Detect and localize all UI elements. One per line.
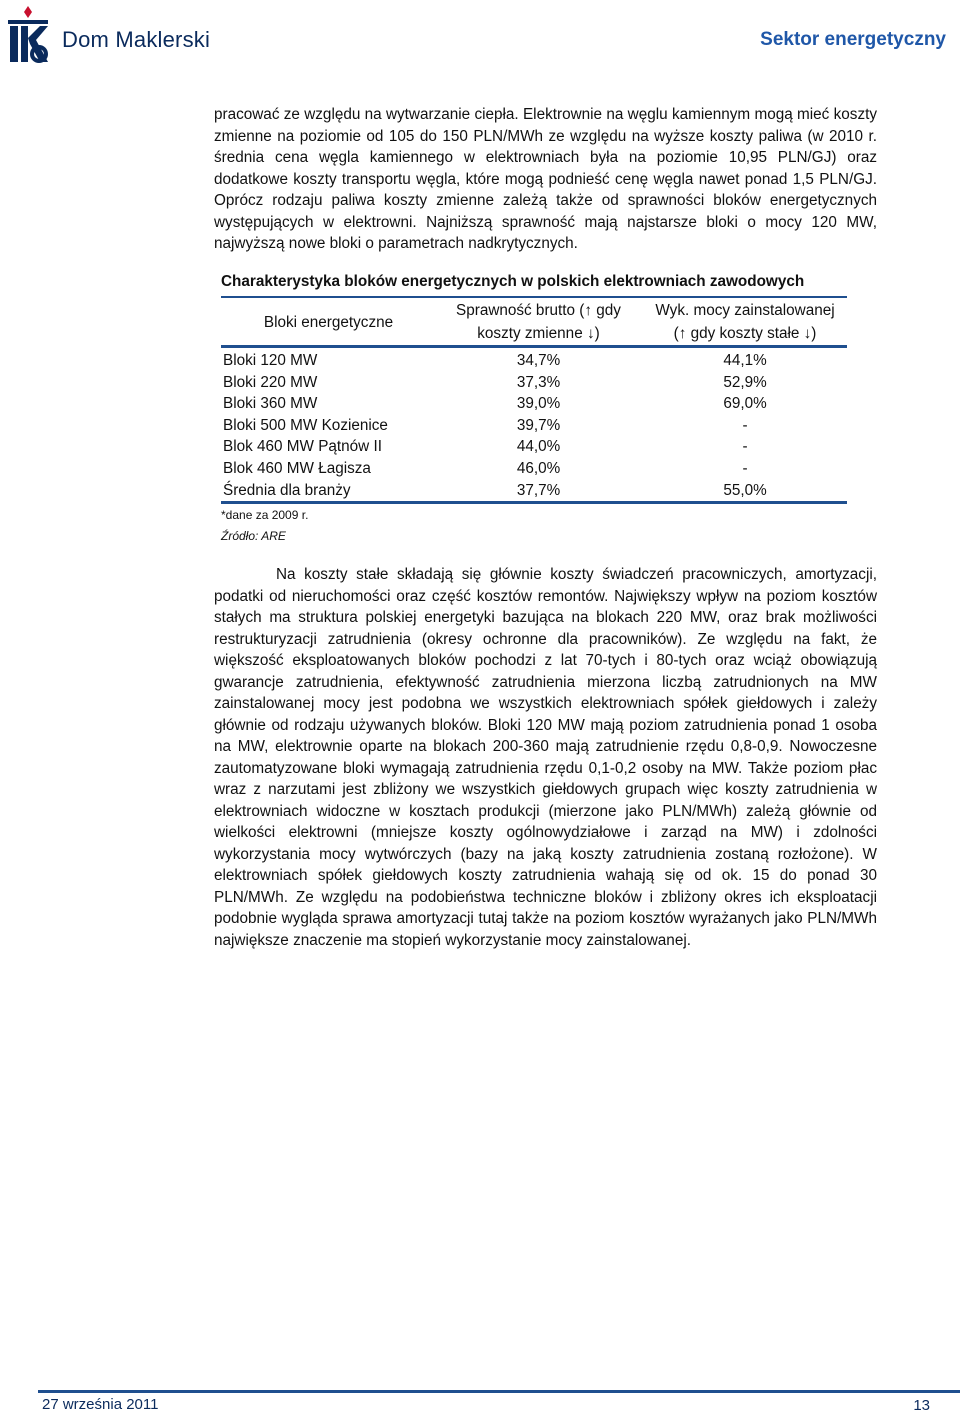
- paragraph-fixed-costs: Na koszty stałe składają się głównie koszty świadczeń pracowniczych, amortyzacji, podatki od nieruchomości oraz część kosztów remontów. Największy wpływ na poziom kosztów stałych ma struktura polskiej energetyki bazująca na blokach 220 MW, oraz brak możliwości restrukturyzacji zatrudnienia (okresy ochronne dla pracowników). Ze względu na fakt, że większość eksploatowanych bloków pochodzi z lat 70-tych i 80-tych oraz wciąż obowiązują gwarancje zatrudnienia, efektywność zatrudnienia mierzona liczbą zatrudnionych na MW zainstalowanej mocy jest podobna we wszystkich elektrowniach spółek giełdowych i zależy głównie od rodzaju używanych bloków. Bloki 120 MW mają poziom zatrudnienia ponad 1 osoba na MW, elektrownie oparte na blokach 200-360 mają zatrudnienie rzędu 0,8-0,9. Nowoczesne zautomatyzowane bloki wymagają zatrudnienia rzędu 0,1-0,2 osoby na MW. Także poziom płac wraz z narzutami jest zbliżony we wszystkich giełdowych grupach więc koszty zatrudnienia w elektrowniach widoczne w kosztach produkcji (mierzone jako PLN/MWh) zależą głównie od wielkości elektrowni (mniejsze koszty ogólnowydziałowe i zarząd na MW) i zdolności wykorzystania mocy wytwórczych (bazy na jaką koszty zatrudnienia zostaną rozłożone). W elektrowniach spółek giełdowych koszty zatrudnienia wahają się od ok. 15 do ponad 30 PLN/MWh. Ze względu na podobieństwa techniczne bloków i zbliżony okres ich eksploatacji podobnie wygląda sprawa amortyzacji tutaj także na poziom kosztów wyrażanych jako PLN/MWh największe znaczenie ma stopień wykorzystanie mocy zainstalowanej.: [214, 566, 877, 949]
- page-header: [0, 0, 960, 80]
- cell-efficiency: 37,3%: [516, 373, 561, 391]
- cell-utilization: 55,0%: [723, 481, 767, 499]
- table-row: [221, 415, 847, 437]
- table-row: [221, 372, 847, 394]
- cell-utilization: 44,1%: [723, 352, 767, 369]
- section-title: Sektor energetyczny: [760, 29, 946, 50]
- cell-utilization: 52,9%: [723, 373, 767, 391]
- cell-efficiency: 37,7%: [516, 481, 561, 499]
- cell-unit: Blok 460 MW Łagisza: [223, 459, 371, 477]
- table-header: [221, 299, 847, 345]
- pko-logo-icon: [6, 4, 50, 66]
- table-row: [221, 436, 847, 458]
- table-header-rule: [221, 345, 847, 348]
- table-row-average: [221, 480, 847, 502]
- table-body: [221, 350, 847, 501]
- paragraph-fuel-costs: pracować ze względu na wytwarzanie ciepła. Elektrownie na węglu kamiennym mogą mieć koszty zmienne na poziomie od 105 do 150 PLN/MWh ze względu na wyższe koszty paliwa (w 2010 r. średnia cena węgla kamiennego w elektrowniach była na poziomie 10,95 PLN/GJ) oraz dodatkowe koszty transportu węgla, które mogą podnieść cenę węgla nawet ponad 1,5 PLN/GJ. Oprócz rodzaju paliwa koszty zmienne zależą także od sprawności bloków energetycznych występujących w elektrowni. Najniższą sprawność mają najstarsze bloki o mocy 120 MW, najwyższą nowe bloki o parametrach nadkrytycznych.: [214, 106, 877, 252]
- brand-name: Dom Maklerski: [62, 27, 211, 52]
- table-note: *dane za 2009 r.: [221, 508, 309, 522]
- cell-efficiency: 39,7%: [516, 416, 561, 434]
- header-utilization: [643, 299, 847, 345]
- table-title: Charakterystyka bloków energetycznych w polskich elektrowniach zawodowych: [221, 273, 805, 290]
- table-bottom-rule: [221, 501, 847, 504]
- table-top-rule: [221, 296, 847, 298]
- header-efficiency-line2: koszty zmienne ↓): [477, 325, 600, 342]
- cell-efficiency: 39,0%: [516, 395, 561, 413]
- table-row: [221, 458, 847, 480]
- header-utilization-line2: (↑ gdy koszty stałe ↓): [673, 325, 817, 342]
- header-efficiency-line1: Sprawność brutto (↑ gdy: [456, 302, 621, 319]
- header-units: Bloki energetyczne: [263, 314, 394, 331]
- cell-unit: Bloki 360 MW: [223, 395, 318, 413]
- footer-rule: [38, 1390, 960, 1393]
- cell-utilization: -: [742, 438, 748, 456]
- header-utilization-line1: Wyk. mocy zainstalowanej: [655, 302, 835, 319]
- power-units-table: [221, 270, 847, 499]
- cell-utilization: 69,0%: [723, 395, 767, 413]
- cell-efficiency: 46,0%: [516, 459, 561, 477]
- footer-date: 27 września 2011: [42, 1396, 159, 1413]
- cell-unit: Średnia dla branży: [223, 481, 351, 499]
- header-efficiency: [436, 299, 641, 345]
- cell-utilization: -: [742, 459, 748, 477]
- page-number: 13: [913, 1397, 930, 1414]
- table-row: [221, 393, 847, 415]
- cell-unit: Bloki 220 MW: [223, 373, 318, 391]
- cell-efficiency: 34,7%: [516, 352, 561, 369]
- cell-utilization: -: [742, 416, 748, 434]
- table-source: Źródło: ARE: [221, 529, 286, 543]
- cell-unit: Blok 460 MW Pątnów II: [223, 438, 382, 456]
- cell-unit: Bloki 120 MW: [223, 352, 318, 369]
- cell-efficiency: 44,0%: [516, 438, 561, 456]
- cell-unit: Bloki 500 MW Kozienice: [223, 416, 388, 434]
- table-row: [221, 350, 847, 372]
